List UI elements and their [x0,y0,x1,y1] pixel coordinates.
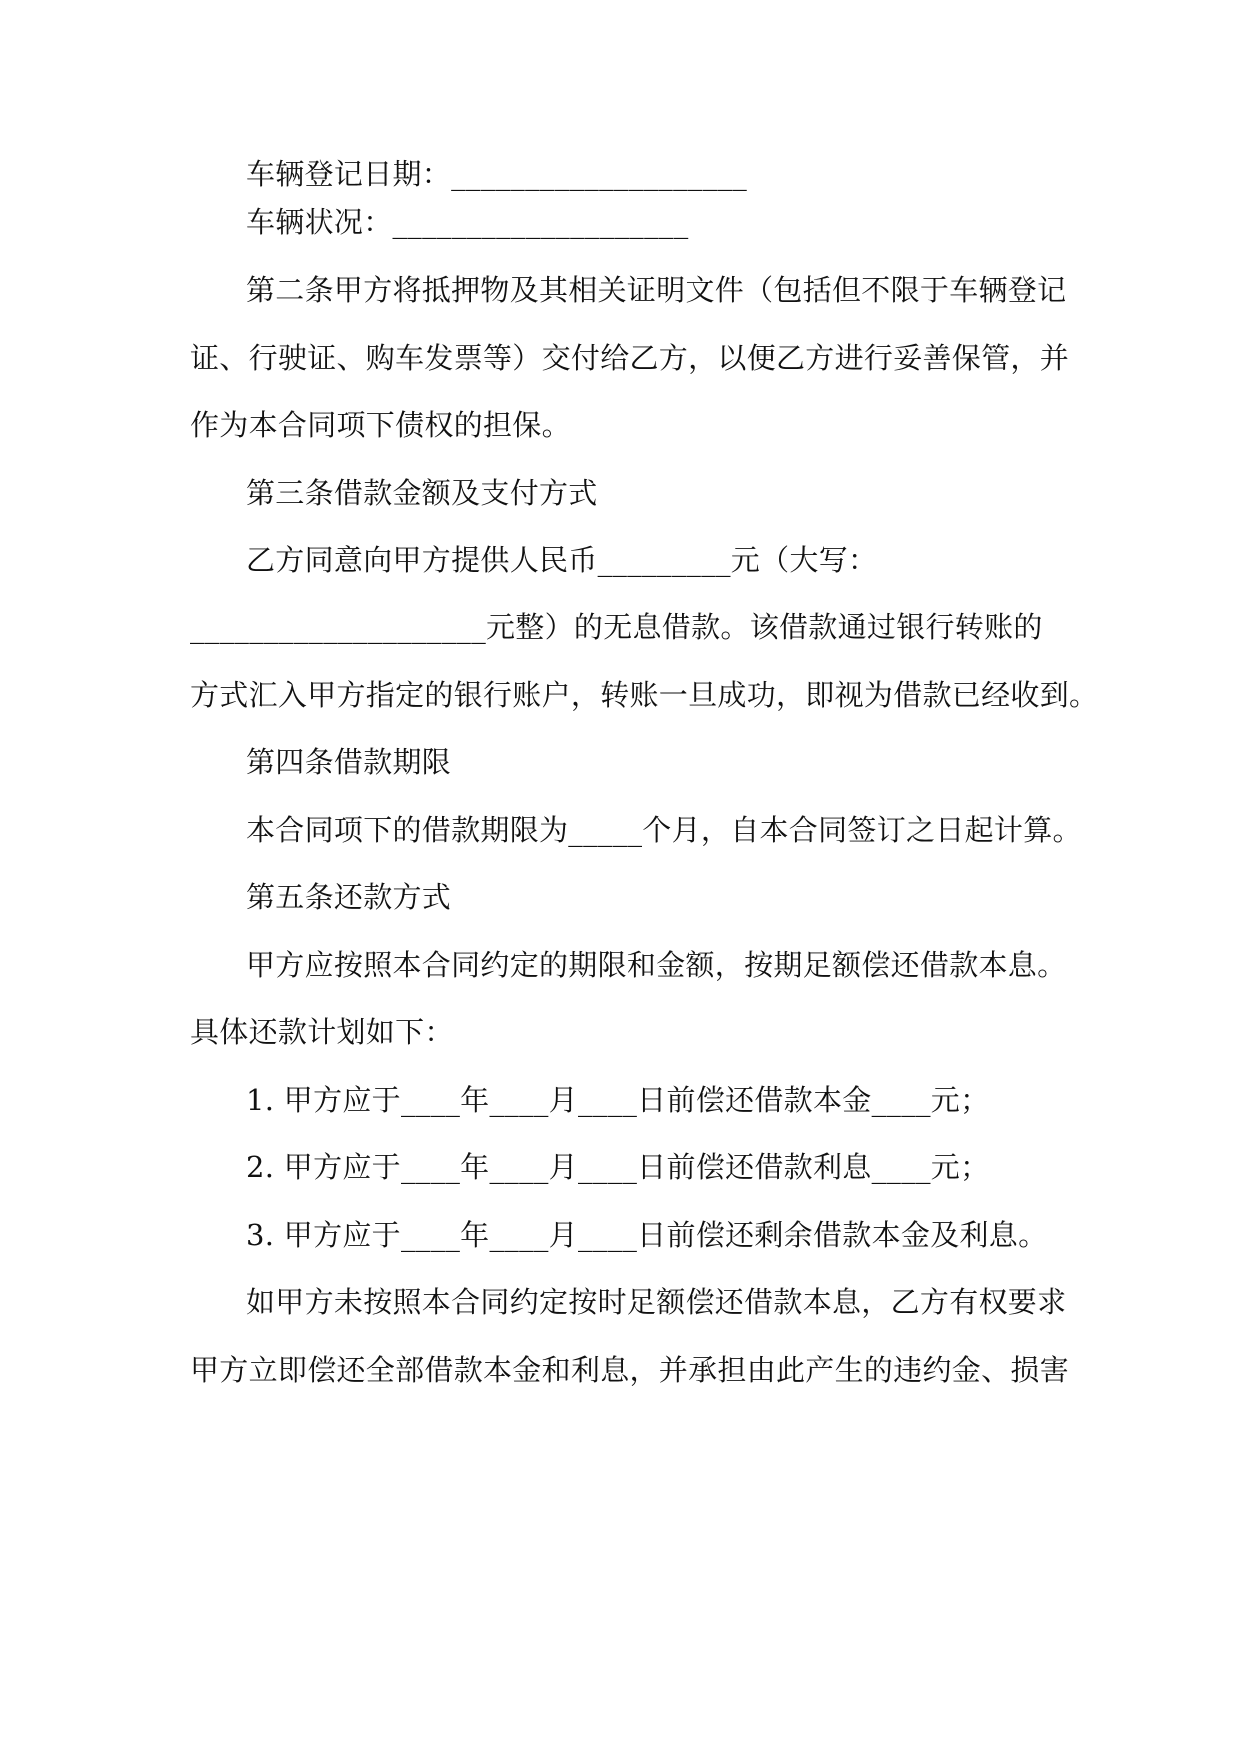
text-line-article2-3: 作为本合同项下债权的担保。 [190,408,571,442]
text-line-article5-2: 具体还款计划如下： [190,1015,454,1049]
text-line-article2-2: 证、行驶证、购车发票等）交付给乙方，以便乙方进行妥善保管，并 [190,341,1070,375]
list-item-2: 2. 甲方应于____年____月____日前偿还借款利息____元； [246,1150,990,1184]
heading-article3: 第三条借款金额及支付方式 [246,476,598,510]
text-line-article3-1: 乙方同意向甲方提供人民币_________元（大写： [246,543,878,577]
heading-article5: 第五条还款方式 [246,880,452,914]
text-line-default-1: 如甲方未按照本合同约定按时足额偿还借款本息，乙方有权要求 [246,1285,1067,1319]
text-line-article4-1: 本合同项下的借款期限为_____个月，自本合同签订之日起计算。 [246,813,1082,847]
text-line-default-2: 甲方立即偿还全部借款本金和利息，并承担由此产生的违约金、损害 [190,1353,1070,1387]
list-item-1: 1. 甲方应于____年____月____日前偿还借款本金____元； [246,1083,990,1117]
text-line-article3-3: 方式汇入甲方指定的银行账户，转账一旦成功，即视为借款已经收到。 [190,678,1099,712]
heading-article4: 第四条借款期限 [246,745,452,779]
text-line-article2-1: 第二条甲方将抵押物及其相关证明文件（包括但不限于车辆登记 [246,273,1067,307]
list-item-3: 3. 甲方应于____年____月____日前偿还剩余借款本金及利息。 [246,1218,1048,1252]
text-line-article5-1: 甲方应按照本合同约定的期限和金额，按期足额偿还借款本息。 [246,948,1067,982]
text-line-registration-date: 车辆登记日期：____________________ [246,157,748,191]
text-line-vehicle-condition: 车辆状况：____________________ [246,205,689,239]
text-line-article3-2: ____________________元整）的无息借款。该借款通过银行转账的 [190,610,1043,644]
